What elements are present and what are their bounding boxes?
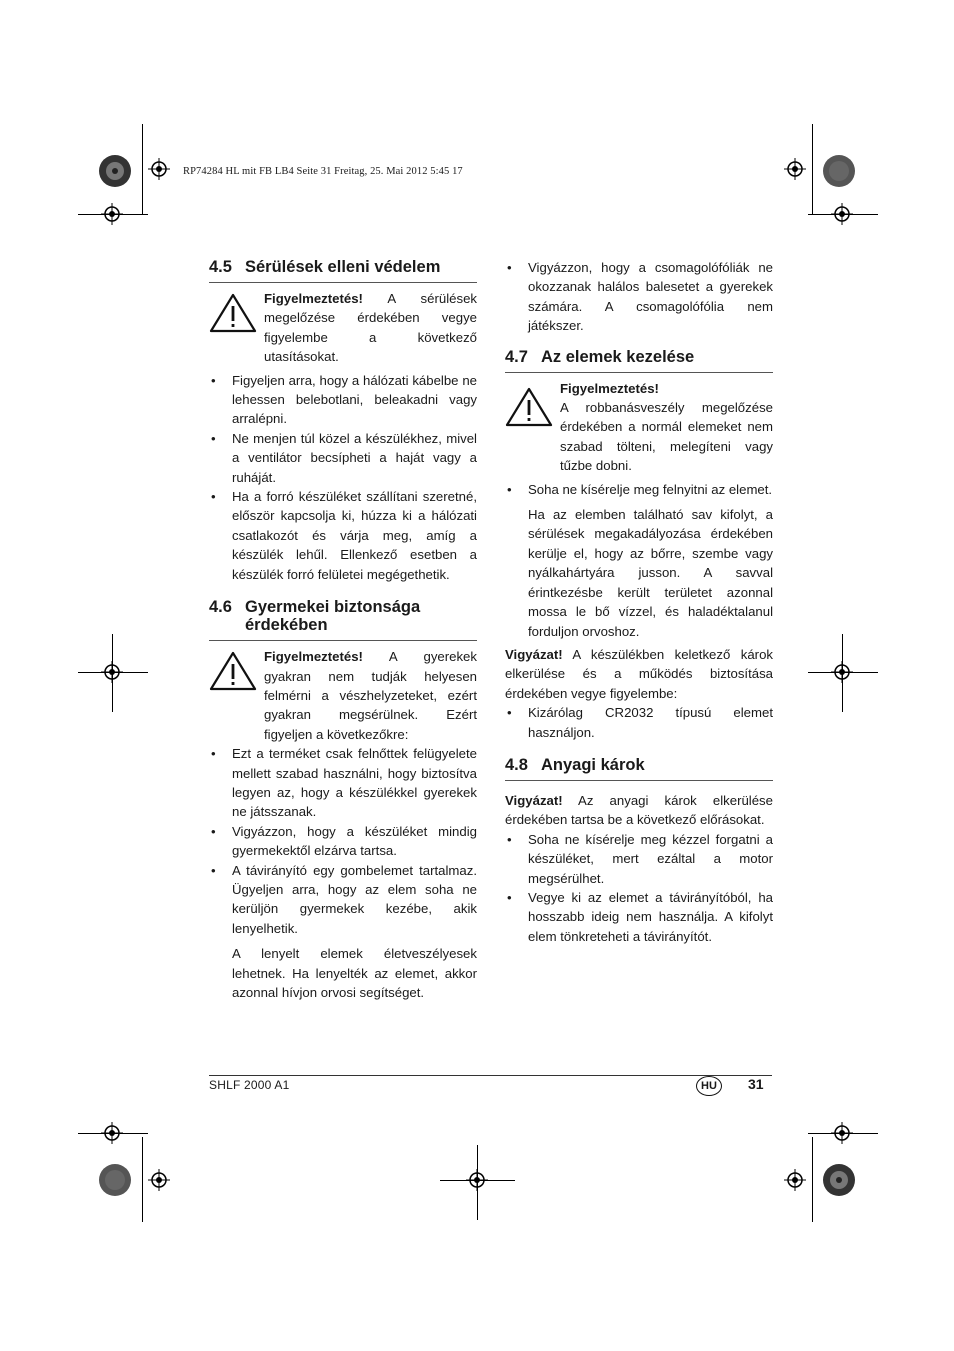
warning-block	[209, 647, 477, 744]
warning-text: A gyerekek gyakran nem tudják helyesen felmérni a vészhelyzeteket, ezért gyakran megsérülnek. Ezért figyeljen a következőkre:	[264, 649, 477, 742]
crosshair-icon	[101, 1122, 123, 1144]
crop-mark	[142, 1137, 143, 1222]
list-item: • A távirányító egy gombelemet tartalmaz. Ügyeljen arra, hogy az elem soha ne kerüljön gyermekek kezébe, akik lenyelhetik.	[209, 861, 477, 939]
section-title: Az elemek kezelése	[541, 347, 695, 366]
list-item: • Ezt a terméket csak felnőttek felügyelete mellett szabad használni, hogy biztosítva legyen az, hogy a készülékkel gyerekek ne játsszanak.	[209, 744, 477, 822]
list-item: • Figyeljen arra, hogy a hálózati kábelbe ne lehessen belebotlani, beleakadni vagy arralépni.	[209, 371, 477, 429]
registration-circle-icon	[98, 154, 132, 188]
bullet-list	[209, 744, 477, 938]
caution-paragraph	[505, 791, 773, 830]
warning-triangle-icon	[209, 289, 264, 367]
crosshair-icon	[831, 1122, 853, 1144]
language-badge: HU	[696, 1076, 722, 1096]
section-title: Anyagi károk	[541, 755, 645, 774]
bullet-list	[209, 371, 477, 584]
section-heading	[209, 598, 477, 641]
print-info: RP74284 HL mit FB LB4 Seite 31 Freitag, 25. Mai 2012 5:45 17	[183, 166, 463, 177]
section-title: Gyermekei biztonsága érdekében	[245, 598, 421, 635]
list-item: • Kizárólag CR2032 típusú elemet használjon.	[505, 703, 773, 742]
section-heading	[505, 348, 773, 373]
crosshair-icon	[148, 158, 170, 180]
right-column	[505, 258, 773, 960]
crop-mark	[812, 1137, 813, 1222]
section-number: 4.8	[505, 755, 528, 774]
warning-label: Figyelmeztetés!	[264, 291, 363, 306]
caution-text: A készülékben keletkező károk elkerülése és a működés biztosítása érdekében vegye figyelembe:	[505, 646, 773, 701]
list-item: • Soha ne kísérelje meg felnyitni az elemet.	[505, 480, 773, 499]
crosshair-icon	[831, 661, 853, 683]
registration-circle-icon	[98, 1163, 132, 1197]
footer-model: SHLF 2000 A1	[209, 1078, 290, 1092]
paragraph: A lenyelt elemek életveszélyesek lehetnek. Ha lenyelték az elemet, akkor azonnal hívjon orvosi segítséget.	[232, 946, 477, 1000]
section-heading	[209, 258, 477, 283]
caution-text: Az anyagi károk elkerülése érdekében tartsa be a következő előrásokat.	[505, 792, 773, 828]
crosshair-icon	[466, 1169, 488, 1191]
footer-divider	[209, 1075, 772, 1076]
bullet-list	[505, 258, 773, 336]
crosshair-icon	[148, 1169, 170, 1191]
section-4-7	[505, 348, 773, 742]
warning-block	[505, 379, 773, 476]
registration-circle-icon	[822, 154, 856, 188]
list-item: • Vigyázzon, hogy a készüléket mindig gyermekektől elzárva tartsa.	[209, 822, 477, 861]
warning-label: Figyelmeztetés!	[264, 649, 363, 665]
bullet-list	[505, 703, 773, 742]
bullet-list	[505, 830, 773, 946]
page-number: 31	[748, 1076, 764, 1092]
warning-triangle-icon	[209, 647, 264, 744]
section-number: 4.7	[505, 347, 528, 366]
bullet-list	[505, 480, 773, 499]
crosshair-icon	[784, 158, 806, 180]
caution-paragraph	[505, 645, 773, 703]
warning-text: A sérülések megelőzése érdekében vegye figyelembe a következő utasításokat.	[264, 291, 477, 365]
list-item: • Vegye ki az elemet a távirányítóból, ha hosszabb ideig nem használja. A kifolyt elem tönkreteheti a távirányítót.	[505, 888, 773, 946]
section-heading	[505, 756, 773, 781]
caution-label: Vigyázat!	[505, 792, 563, 808]
paragraph: Ha az elemben található sav kifolyt, a sérülések megakadályozása érdekében kerülje el, hogy az bőrre, szembe vagy nyálkahártyára jusson. A savval érintkezésbe került területet azonnal mossa le bő vízzel, és haladéktalanul forduljon orvoshoz.	[528, 507, 773, 639]
caution-label: Vigyázat!	[505, 646, 563, 662]
warning-text: A robbanásveszély megelőzése érdekében a normál elemeket nem szabad tölteni, melegíteni vagy tűzbe dobni.	[560, 400, 773, 474]
section-number: 4.6	[209, 598, 232, 617]
crop-mark	[812, 124, 813, 214]
crosshair-icon	[101, 203, 123, 225]
section-4-6	[209, 598, 477, 1002]
warning-label: Figyelmeztetés!	[560, 380, 659, 396]
section-title: Sérülések elleni védelem	[245, 258, 441, 276]
section-4-8	[505, 756, 773, 946]
list-item: • Vigyázzon, hogy a csomagolófóliák ne okozzanak halálos balesetet a gyerekek számára. A csomagolófólia nem játékszer.	[505, 258, 773, 336]
crosshair-icon	[831, 203, 853, 225]
warning-block	[209, 289, 477, 367]
section-number: 4.5	[209, 258, 232, 276]
list-item: • Ha a forró készüléket szállítani szeretné, először kapcsolja ki, húzza ki a hálózati csatlakozót és várja meg, amíg a készülék lehűl. Ellenkező esetben a készülék forró felületei megégethetik.	[209, 487, 477, 584]
crop-mark	[142, 124, 143, 214]
crosshair-icon	[101, 661, 123, 683]
crosshair-icon	[784, 1169, 806, 1191]
registration-circle-icon	[822, 1163, 856, 1197]
warning-triangle-icon	[505, 379, 560, 476]
section-4-5	[209, 258, 477, 584]
left-column	[209, 258, 477, 1016]
list-item: • Ne menjen túl közel a készülékhez, mivel a ventilátor becsípheti a haját vagy a ruháját.	[209, 429, 477, 487]
list-item: • Soha ne kísérelje meg kézzel forgatni a készüléket, mert ezáltal a motor megsérülhet.	[505, 830, 773, 888]
